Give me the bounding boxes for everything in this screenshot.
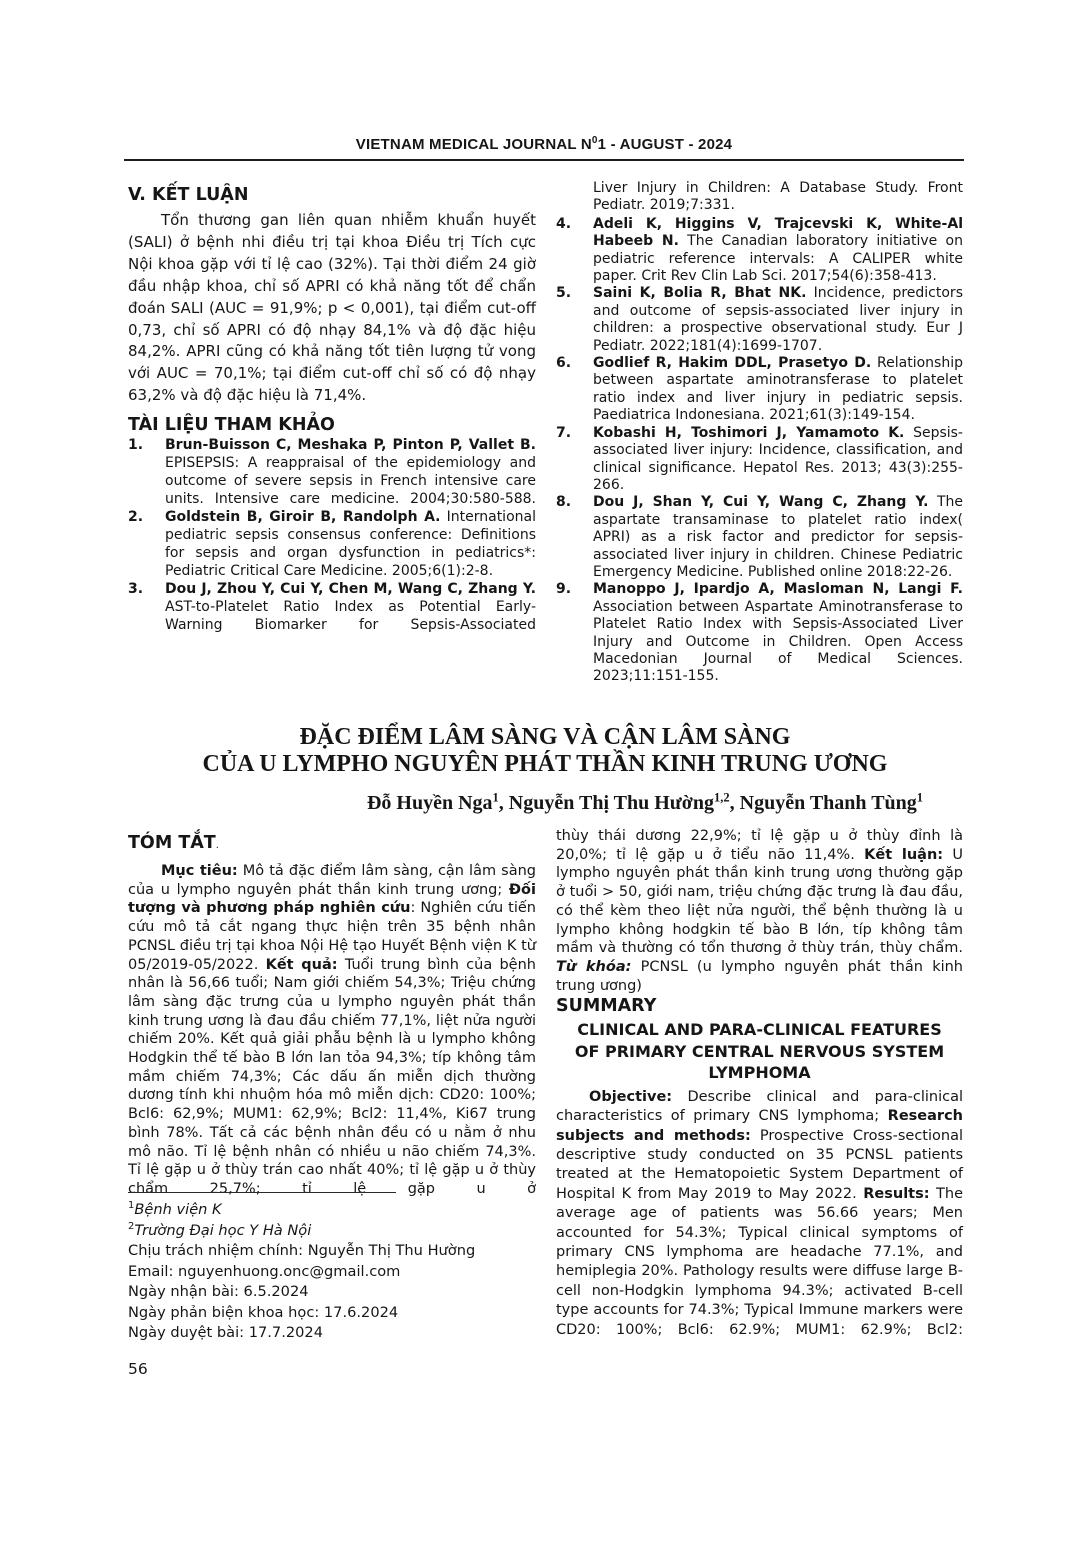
reference-item [128, 436, 536, 508]
corresponding-email: Email: nguyenhuong.onc@gmail.com [128, 1262, 401, 1280]
journal-header [124, 137, 964, 161]
reference-item [556, 355, 963, 425]
abstract-vi-continuation: thùy thái dương 22,9%; tỉ lệ gặp u ở thùy đỉnh là 20,0%; tỉ lệ gặp u ở tiểu não 11,4%. Kết luận: U lympho nguyên phát thần kinh trung ương thường gặp ở tuổi > 50, giới nam, triệu chứng đặc trưng là đau đầu, có thể kèm theo liệt nửa người, thể bệnh thường là u lympho không hodgkin tế bào B lớn, típ không tâm mầm và thường có tổn thương ở thùy trán, thùy chẩm. Từ khóa: PCNSL (u lympho nguyên phát thần kinh trung ương) [556, 828, 963, 994]
affiliation-2: $^2$Trường Đại học Y Hà Nội [128, 1220, 312, 1239]
summary-heading: SUMMARY [556, 996, 657, 1017]
column-abstract-en [556, 827, 963, 1340]
page-number: 56 [128, 1360, 148, 1378]
reference-number: 6. [556, 355, 572, 372]
reference-text: Kobashi H, Toshimori J, Yamamoto K. Sepsis-associated liver injury: Incidence, classification, and clinical significance. Hepatol Res. 2013; 43(3):255-266. [593, 424, 963, 493]
journal-header-title: VIETNAM MEDICAL JOURNAL $N^01$ - AUGUST - 2024 [355, 135, 733, 153]
reference-text: Manoppo J, Ipardjo A, Masloman N, Langi F. Association between Aspartate Aminotransferase to Platelet Ratio Index with Sepsis-Associated Liver Injury and Outcome in Children. Open Access Macedonian Journal of Medical Sciences. 2023;11:151-155. [593, 581, 963, 685]
references-heading: TÀI LIỆU THAM KHẢO [128, 415, 335, 436]
abstract-en-paragraph: Objective: Describe clinical and para-clinical characteristics of primary CNS lymphoma; Research subjects and methods: Prospective Cross-sectional descriptive study conducted on 35 PCNSL patients treated at the Hematopoietic System Department of Hospital K from May 2019 to May 2022. Results: The average age of patients was 56.66 years; Men accounted for 54.3%; Typical clinical symptoms of primary CNS lymphoma are headache 77.1%, and hemiplegia 20%. Pathology results were diffuse large B-cell non-Hodgkin lymphoma 94.3%; activated B-cell type accounts for 74.3%; Typical Immune markers were CD20: 100%; Bcl6: 62.9%; MUM1: 62.9%; Bcl2: [556, 1088, 964, 1338]
reference-item [128, 580, 536, 634]
reference-number: 2. [128, 509, 144, 526]
summary-title [556, 1019, 963, 1084]
reference-text: Brun-Buisson C, Meshaka P, Pinton P, Vallet B. EPISEPSIS: A reappraisal of the epidemiology and outcome of severe sepsis in French intensive care units. Intensive care medicine. 2004;30:580-588. [165, 437, 536, 508]
date-reviewed: Ngày phản biện khoa học: 17.6.2024 [128, 1303, 399, 1321]
article-title-line2: CỦA U LYMPHO NGUYÊN PHÁT THẦN KINH TRUNG ƯƠNG [202, 751, 888, 777]
article-title-line1: ĐẶC ĐIỂM LÂM SÀNG VÀ CẬN LÂM SÀNG [299, 724, 791, 750]
reference-number: 3. [128, 581, 144, 598]
reference-text: Dou J, Shan Y, Cui Y, Wang C, Zhang Y. The aspartate transaminase to platelet ratio index( APRI) as a risk factor and predictor for sepsis-associated liver injury in children. Chinese Pediatric Emergency Medicine. Published online 2018:22-26. [593, 494, 963, 580]
affiliation-1: $^1$Bệnh viện K [128, 1200, 222, 1218]
reference-number: 7. [556, 424, 572, 441]
reference-continuation: Liver Injury in Children: A Database Study. Front Pediatr. 2019;7:331. [593, 180, 963, 214]
reference-item [556, 425, 963, 495]
article-authors: Đỗ Huyền Nga$^1$, Nguyễn Thị Thu Hường$^{1,2}$, Nguyễn Thanh Tùng$^1$ [366, 790, 924, 814]
summary-title-line2: OF PRIMARY CENTRAL NERVOUS SYSTEM [574, 1041, 945, 1061]
reference-item [556, 581, 963, 685]
column-references [556, 180, 963, 686]
reference-text: Saini K, Bolia R, Bhat NK. Incidence, predictors and outcome of sepsis-associated liver injury in children: a prospective observational study. Eur J Pediatr. 2022;181(4):1699-1707. [593, 285, 963, 354]
reference-number: 9. [556, 581, 572, 598]
reference-number: 5. [556, 285, 572, 302]
reference-number: 1. [128, 437, 144, 454]
reference-text: Goldstein B, Giroir B, Randolph A. International pediatric sepsis consensus conference: Definitions for sepsis and organ dysfunction in pediatrics*: Pediatric Critical Care Medicine. 2005;6(1):2-8. [165, 509, 536, 580]
abstract-heading: TÓM TẮT. [128, 833, 219, 853]
column-abstract-vi [128, 832, 536, 1199]
corresponding-author: Chịu trách nhiệm chính: Nguyễn Thị Thu Hường [128, 1242, 476, 1259]
reference-item [128, 508, 536, 580]
reference-number: 8. [556, 494, 572, 511]
reference-text: Godlief R, Hakim DDL, Prasetyo D. Relationship between aspartate aminotransferase to platelet ratio index and liver injury in pediatric sepsis. Paediatrica Indonesiana. 2021;61(3):149-154. [593, 355, 963, 424]
summary-title-line3: LYMPHOMA [708, 1063, 811, 1083]
date-received: Ngày nhận bài: 6.5.2024 [128, 1283, 309, 1300]
summary-title-line1: CLINICAL AND PARA-CLINICAL FEATURES [577, 1020, 942, 1040]
footnotes [128, 1192, 536, 1344]
reference-item [556, 494, 963, 581]
reference-text: Dou J, Zhou Y, Cui Y, Chen M, Wang C, Zhang Y. AST-to-Platelet Ratio Index as Potential Early-Warning Biomarker for Sepsis-Associated [165, 581, 536, 634]
date-accepted: Ngày duyệt bài: 17.7.2024 [128, 1324, 323, 1341]
reference-item [556, 216, 963, 286]
column-conclusion [128, 184, 536, 634]
footnote-rule [128, 1192, 396, 1193]
conclusion-heading: V. KẾT LUẬN [128, 185, 249, 205]
reference-number: 4. [556, 215, 572, 232]
conclusion-paragraph: Tổn thương gan liên quan nhiễm khuẩn huyết (SALI) ở bệnh nhi điều trị tại khoa Điều trị Tích cực Nội khoa gặp với tỉ lệ cao (32%). Tại thời điểm 24 giờ đầu nhập khoa, chỉ số APRI có khả năng tốt để chẩn đoán SALI (AUC = 91,9%; p < 0,001), tại điểm cut-off 0,73, chỉ số APRI có độ nhạy 84,1% và độ đặc hiệu 84,2%. APRI cũng có khả năng tốt tiên lượng tử vong với AUC = 70,1%; tại điểm cut-off chỉ số có độ nhạy 63,2% và độ đặc hiệu là 71,4%. [128, 211, 536, 405]
abstract-vi-paragraph: Mục tiêu: Mô tả đặc điểm lâm sàng, cận lâm sàng của u lympho nguyên phát thần kinh trung ương; Đối tượng và phương pháp nghiên cứu: Nghiên cứu tiến cứu mô tả cắt ngang thực hiện trên 35 bệnh nhân PCNSL điều trị tại khoa Nội Hệ tạo Huyết Bệnh viện K từ 05/2019-05/2022. Kết quả: Tuổi trung bình của bệnh nhân là 56,66 tuổi; Nam giới chiếm 54,3%; Triệu chứng lâm sàng đặc trưng của u lympho nguyên phát thần kinh trung ương là đau đầu chiếm 77,1%, liệt nửa người chiếm 20%. Kết quả giải phẫu bệnh là u lympho không Hodgkin thể tế bào B lớn lan tỏa 94,3%; típ không tâm mầm chiếm 74,3%; Các dấu ấn miễn dịch thường dương tính khi nhuộm hóa mô miễn dịch: CD20: 100%; Bcl6: 62,9%; MUM1: 62,9%; Bcl2: 11,4%, Ki67 trung bình 78%. Tất cả các bệnh nhân đều có u nằm ở nhu mô não. Tỉ lệ bệnh nhân có nhiều u não chiếm 74,3%. Tỉ lệ gặp u ở thùy trán cao nhất 40%; tỉ lệ gặp u ở thùy chẩm 25,7%; tỉ lệ gặp u ở [128, 863, 536, 1197]
reference-item [556, 285, 963, 355]
article-title [0, 724, 1090, 778]
reference-text: Adeli K, Higgins V, Trajcevski K, White-Al Habeeb N. The Canadian laboratory initiative on pediatric reference intervals: A CALIPER white paper. Crit Rev Clin Lab Sci. 2017;54(6):358-413. [593, 215, 963, 285]
